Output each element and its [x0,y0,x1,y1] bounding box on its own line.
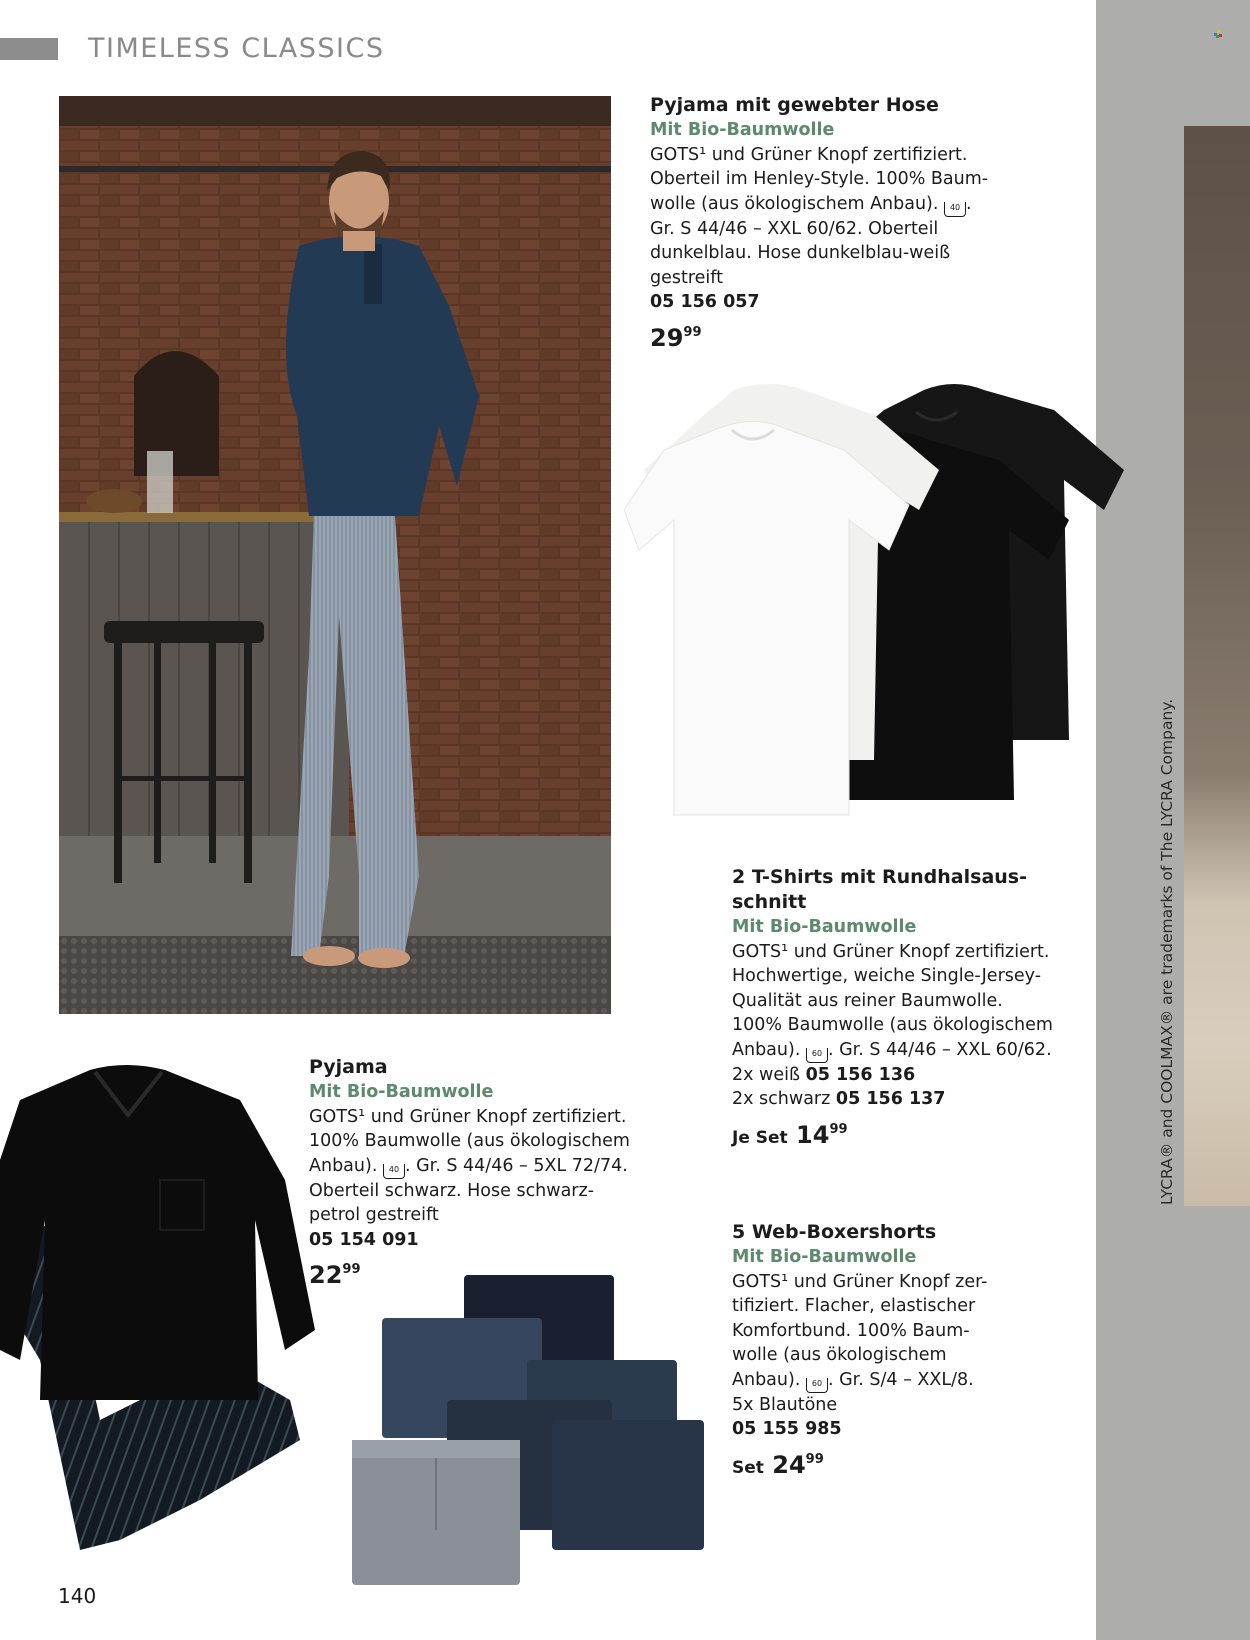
description-line: dunkelblau. Hose dunkelblau-weiß [650,243,951,263]
eco-label: Mit Bio-Baumwolle [732,1247,917,1267]
description-line: petrol gestreift [309,1205,439,1225]
section-title: TIMELESS CLASSICS [88,33,385,64]
page-number: 140 [58,1584,97,1608]
trademark-note: LYCRA® and COOLMAX® are trademarks of The LYCRA Company. [1158,698,1176,1205]
wash-40-icon: 40 [944,202,966,217]
color-marks-icon [1214,30,1222,38]
price: Set $24^{99}$ [732,1450,824,1479]
description-line: GOTS¹ und Grüner Knopf zertifiziert. [650,144,968,165]
product-boxershorts [732,1220,1062,1480]
variant-line: 2x weiß 05 156 136 [732,1064,916,1085]
product-name: 2 T-Shirts mit Rundhalsaus- [732,866,1027,888]
description-line: GOTS¹ und Grüner Knopf zer- [732,1271,988,1292]
description-line: Oberteil im Henley-Style. 100% Baum- [650,169,989,189]
description-line: GOTS¹ und Grüner Knopf zertifiziert. [309,1106,627,1127]
description-line: Anbau). 40 . Gr. S 44/46 – 5XL 72/74. [309,1154,639,1179]
description-line: Anbau). 60 . Gr. S 44/46 – XXL 60/62. [732,1038,1082,1063]
lifestyle-photo [59,96,611,1014]
product-name: schnitt [732,891,807,913]
tshirts-photo [624,360,1164,830]
description-line: Hochwertige, weiche Single-Jersey- [732,966,1042,986]
product-name: Pyjama mit gewebter Hose [650,94,939,116]
eco-label: Mit Bio-Baumwolle [309,1082,494,1102]
product-tshirts [732,865,1082,1150]
description-line: Anbau). 60 . Gr. S/4 – XXL/8. [732,1368,1062,1393]
article-number: 05 154 091 [309,1229,419,1250]
product-pyjama-woven [650,93,990,350]
wash-40-icon: 40 [383,1164,405,1179]
description-line: 5x Blautöne [732,1394,838,1415]
eco-label: Mit Bio-Baumwolle [650,120,835,140]
boxershorts-photo [352,1270,704,1590]
description-line: Gr. S 44/46 – XXL 60/62. Oberteil [650,218,939,239]
article-number: 05 155 985 [732,1419,842,1439]
product-name: 5 Web-Boxershorts [732,1221,937,1243]
variant-line: 2x schwarz 05 156 137 [732,1089,946,1109]
price: $22^{99}$ [309,1261,361,1289]
price: $29^{99}$ [650,323,702,352]
product-name: Pyjama [309,1056,388,1078]
black-pyjama-photo [0,1060,320,1560]
price: Je Set $14^{99}$ [732,1120,848,1149]
section-marker-bar [0,38,58,60]
article-number: 05 156 057 [650,292,760,312]
description-line: Qualität aus reiner Baumwolle. [732,990,1003,1011]
wash-60-icon: 60 [806,1378,828,1393]
description-line: Oberteil schwarz. Hose schwarz- [309,1180,595,1201]
side-photo-crop [1184,126,1250,1206]
description-line: gestreift [650,267,724,288]
description-line: GOTS¹ und Grüner Knopf zertifiziert. [732,941,1050,962]
description-line: 100% Baumwolle (aus ökologischem [732,1015,1053,1035]
wash-60-icon: 60 [806,1048,828,1063]
description-line: wolle (aus ökologischem [732,1345,947,1365]
description-line: wolle (aus ökologischem Anbau). 40 . [650,192,990,217]
product-pyjama [309,1055,639,1288]
eco-label: Mit Bio-Baumwolle [732,917,917,937]
description-line: Komfortbund. 100% Baum- [732,1320,970,1341]
description-line: tifiziert. Flacher, elastischer [732,1296,976,1316]
description-line: 100% Baumwolle (aus ökologischem [309,1131,630,1151]
